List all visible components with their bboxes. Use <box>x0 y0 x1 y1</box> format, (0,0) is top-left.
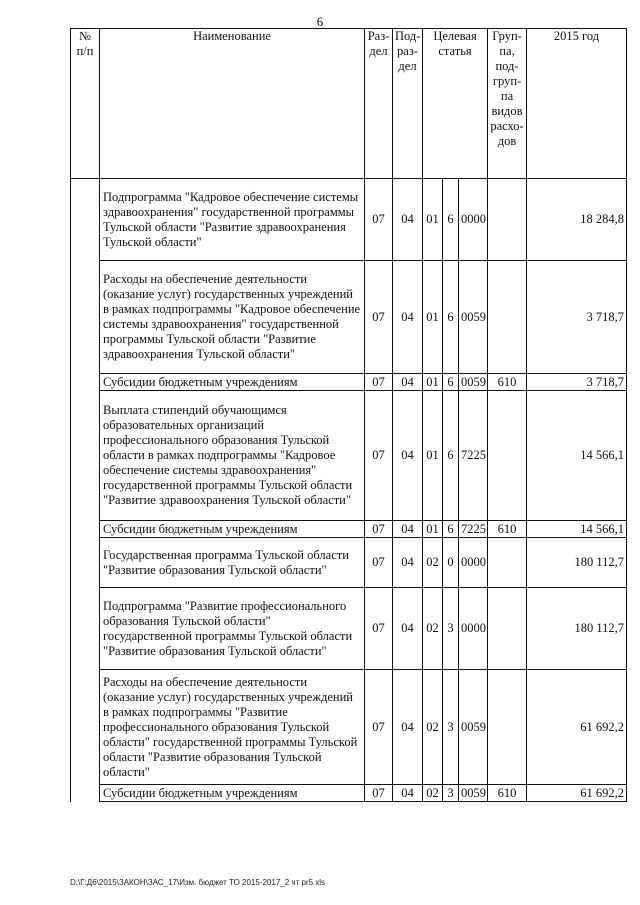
row-podrazdel-cell: 04 <box>393 391 423 521</box>
row-razdel-cell: 07 <box>365 374 393 391</box>
row-num-cell <box>71 261 100 374</box>
row-group-cell <box>488 261 527 374</box>
row-num-cell <box>71 670 100 785</box>
row-num-cell <box>71 538 100 588</box>
row-target-part1-cell: 01 <box>423 391 443 521</box>
row-target-part1-cell: 01 <box>423 374 443 391</box>
header-name: Наименование <box>100 29 365 179</box>
page-number: 6 <box>316 14 324 29</box>
row-amount-cell: 180 112,7 <box>527 588 627 670</box>
row-amount-cell: 14 566,1 <box>527 391 627 521</box>
table-row <box>71 261 627 374</box>
row-group-cell <box>488 179 527 261</box>
row-razdel-cell: 07 <box>365 538 393 588</box>
row-podrazdel-cell: 04 <box>393 785 423 802</box>
table-row <box>71 670 627 785</box>
row-name-cell: Субсидии бюджетным учреждениям <box>100 785 365 802</box>
row-target-part3-cell: 0000 <box>459 179 488 261</box>
row-target-part2-cell: 6 <box>443 179 459 261</box>
header-target: Целевая статья <box>423 29 488 179</box>
row-target-part3-cell: 0059 <box>459 261 488 374</box>
row-name-cell: Государственная программа Тульской области "Развитие образования Тульской области" <box>100 538 365 588</box>
row-num-cell <box>71 521 100 538</box>
row-group-cell <box>488 670 527 785</box>
row-amount-cell: 14 566,1 <box>527 521 627 538</box>
row-target-part2-cell: 3 <box>443 670 459 785</box>
row-podrazdel-cell: 04 <box>393 261 423 374</box>
row-num-cell <box>71 785 100 802</box>
row-target-part2-cell: 0 <box>443 538 459 588</box>
row-group-cell: 610 <box>488 785 527 802</box>
row-num-cell <box>71 588 100 670</box>
row-target-part3-cell: 0059 <box>459 785 488 802</box>
row-group-cell: 610 <box>488 374 527 391</box>
row-podrazdel-cell: 04 <box>393 521 423 538</box>
row-podrazdel-cell: 04 <box>393 588 423 670</box>
row-num-cell <box>71 391 100 521</box>
header-year: 2015 год <box>527 29 627 179</box>
row-podrazdel-cell: 04 <box>393 670 423 785</box>
row-target-part2-cell: 6 <box>443 261 459 374</box>
row-podrazdel-cell: 04 <box>393 179 423 261</box>
header-podrazdel: Под-раз-дел <box>393 29 423 179</box>
row-target-part3-cell: 0000 <box>459 538 488 588</box>
table-body <box>71 179 627 802</box>
row-name-cell: Выплата стипендий обучающимся образовательных организаций профессионального образования Тульской области в рамках подпрограммы "Кадровое обеспечение системы здравоохранения" государственной программы Тульской области "Развитие здравоохранения Тульской области" <box>100 391 365 521</box>
row-target-part1-cell: 02 <box>423 670 443 785</box>
row-target-part1-cell: 01 <box>423 179 443 261</box>
table-row <box>71 521 627 538</box>
row-podrazdel-cell: 04 <box>393 374 423 391</box>
table-row <box>71 179 627 261</box>
row-target-part2-cell: 3 <box>443 588 459 670</box>
table-row <box>71 538 627 588</box>
row-target-part2-cell: 6 <box>443 521 459 538</box>
row-razdel-cell: 07 <box>365 261 393 374</box>
row-razdel-cell: 07 <box>365 670 393 785</box>
row-target-part2-cell: 6 <box>443 391 459 521</box>
row-razdel-cell: 07 <box>365 785 393 802</box>
row-group-cell <box>488 538 527 588</box>
row-amount-cell: 180 112,7 <box>527 538 627 588</box>
row-group-cell: 610 <box>488 521 527 538</box>
row-target-part2-cell: 6 <box>443 374 459 391</box>
row-amount-cell: 3 718,7 <box>527 261 627 374</box>
row-name-cell: Подпрограмма "Развитие профессионального образования Тульской области" государственной программы Тульской области "Развитие образования Тульской области" <box>100 588 365 670</box>
row-name-cell: Субсидии бюджетным учреждениям <box>100 521 365 538</box>
header-razdel: Раз-дел <box>365 29 393 179</box>
row-target-part3-cell: 7225 <box>459 391 488 521</box>
row-target-part3-cell: 7225 <box>459 521 488 538</box>
row-amount-cell: 18 284,8 <box>527 179 627 261</box>
row-razdel-cell: 07 <box>365 391 393 521</box>
row-amount-cell: 61 692,2 <box>527 785 627 802</box>
row-razdel-cell: 07 <box>365 588 393 670</box>
row-name-cell: Субсидии бюджетным учреждениям <box>100 374 365 391</box>
header-group: Груп-па, под-груп-па видов расхо-дов <box>488 29 527 179</box>
row-name-cell: Подпрограмма "Кадровое обеспечение системы здравоохранения" государственной программы Тульской области "Развитие здравоохранения Тульской области" <box>100 179 365 261</box>
row-target-part3-cell: 0059 <box>459 670 488 785</box>
row-target-part3-cell: 0059 <box>459 374 488 391</box>
table-row <box>71 588 627 670</box>
header-num: № п/п <box>71 29 100 179</box>
table-row <box>71 391 627 521</box>
row-name-cell: Расходы на обеспечение деятельности (оказание услуг) государственных учреждений в рамках подпрограммы "Кадровое обеспечение системы здравоохранения" государственной программы Тульской области "Развитие здравоохранения Тульской области" <box>100 261 365 374</box>
row-razdel-cell: 07 <box>365 179 393 261</box>
row-target-part1-cell: 01 <box>423 521 443 538</box>
row-target-part1-cell: 01 <box>423 261 443 374</box>
row-podrazdel-cell: 04 <box>393 538 423 588</box>
row-num-cell <box>71 179 100 261</box>
table-row <box>71 374 627 391</box>
budget-table <box>70 28 627 802</box>
row-target-part3-cell: 0000 <box>459 588 488 670</box>
row-target-part1-cell: 02 <box>423 785 443 802</box>
row-amount-cell: 3 718,7 <box>527 374 627 391</box>
table-row <box>71 785 627 802</box>
row-num-cell <box>71 374 100 391</box>
row-group-cell <box>488 588 527 670</box>
row-razdel-cell: 07 <box>365 521 393 538</box>
row-name-cell: Расходы на обеспечение деятельности (оказание услуг) государственных учреждений в рамках подпрограммы "Развитие профессионального образования Тульской области" государственной программы Тульской области "Развитие образования Тульской области" <box>100 670 365 785</box>
row-group-cell <box>488 391 527 521</box>
row-target-part2-cell: 3 <box>443 785 459 802</box>
row-amount-cell: 61 692,2 <box>527 670 627 785</box>
file-path-footer: D:\Г:Д6\2015\ЗАКОН\ЗАС_17\Изм. бюджет ТО 2015-2017_2 чт pr5.xls <box>70 878 326 887</box>
row-target-part1-cell: 02 <box>423 588 443 670</box>
row-target-part1-cell: 02 <box>423 538 443 588</box>
